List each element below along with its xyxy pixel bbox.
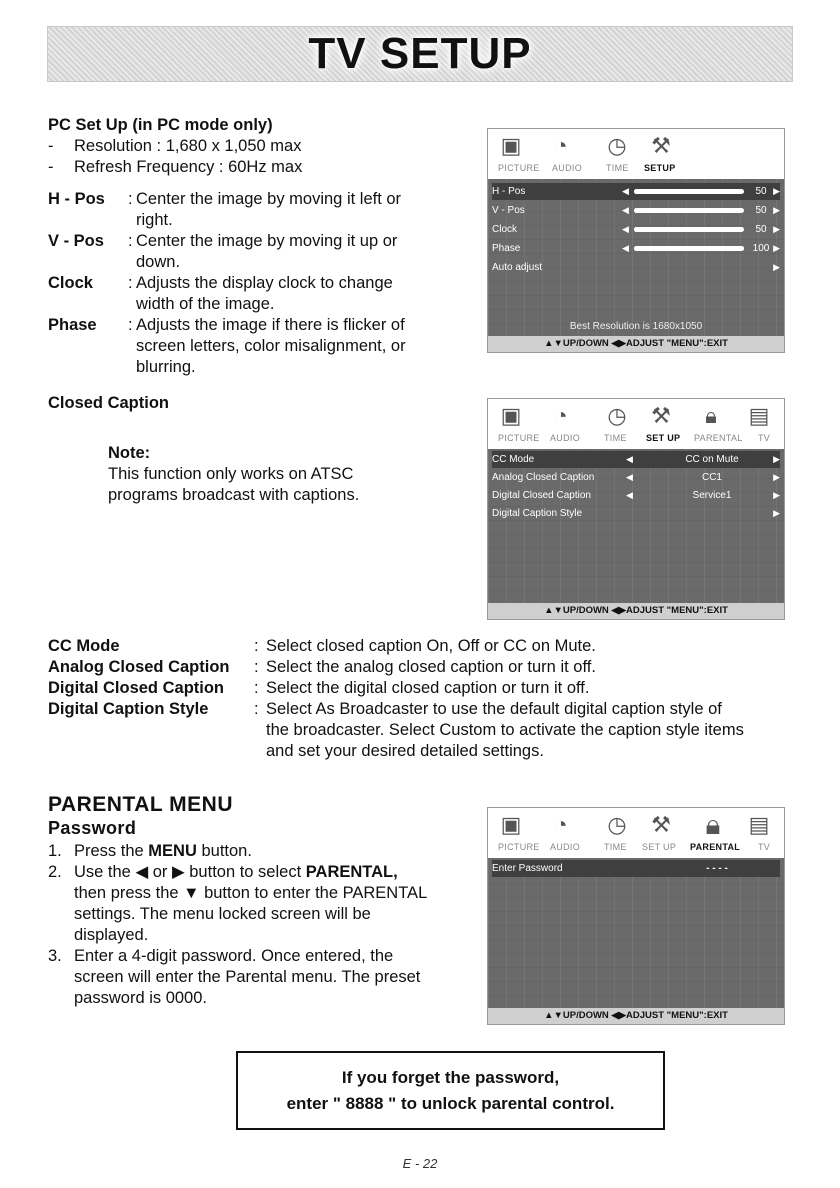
step-1: 1. Press the MENU button.: [48, 842, 252, 860]
menu-row-hpos[interactable]: H - Pos ◀ 50 ▶: [492, 183, 780, 200]
desc-clock: Adjusts the display clock to change width of the image.: [136, 274, 393, 313]
bullet-refresh: - Refresh Frequency : 60Hz max: [48, 158, 303, 176]
desc-cc-mode: Select closed caption On, Off or CC on Mute.: [266, 637, 596, 655]
picture-icon: ▣: [500, 133, 522, 158]
tab-tv[interactable]: TV: [758, 842, 771, 852]
osd-footer: ▲▼UP/DOWN ◀▶ADJUST "MENU":EXIT: [488, 336, 784, 352]
tab-parental[interactable]: PARENTAL: [694, 433, 743, 443]
setup-icon: ⚒: [651, 133, 671, 158]
hpos-bar: [634, 189, 689, 194]
note-text: This function only works on ATSC programs broadcast with captions.: [108, 465, 360, 504]
tab-picture[interactable]: PICTURE: [498, 842, 540, 852]
osd-menu-area: [488, 449, 784, 619]
phase-bar: [634, 246, 744, 251]
menu-row-digital-cc[interactable]: Digital Closed Caption ◀ Service1 ▶: [492, 490, 780, 501]
setup-icon: ⚒: [651, 403, 671, 428]
tab-time[interactable]: TIME: [604, 433, 627, 443]
tab-audio[interactable]: AUDIO: [552, 163, 583, 173]
term-digital-cc: Digital Closed Caption: [48, 679, 225, 697]
tab-time[interactable]: TIME: [606, 163, 629, 173]
tab-audio[interactable]: AUDIO: [550, 842, 581, 852]
password-heading: Password: [48, 818, 137, 838]
time-icon: ◷: [607, 133, 627, 158]
audio-icon: ◔: [554, 812, 568, 837]
vpos-bar: [634, 208, 689, 213]
note-title: Note:: [108, 444, 151, 462]
desc-digital-cc: Select the digital closed caption or turn it off.: [266, 679, 590, 697]
tv-icon: ▤: [748, 812, 770, 837]
step-3: 3. Enter a 4-digit password. Once entered, the screen will enter the Parental menu. The preset password is 0000.: [48, 947, 421, 1007]
osd-footer: ▲▼UP/DOWN ◀▶ADJUST "MENU":EXIT: [488, 603, 784, 619]
tab-setup[interactable]: SETUP: [644, 163, 676, 173]
term-cc-mode: CC Mode: [48, 637, 120, 655]
menu-row-analog-cc[interactable]: Analog Closed Caption ◀ CC1 ▶: [492, 472, 780, 483]
tab-picture[interactable]: PICTURE: [498, 163, 540, 173]
menu-row-cc-mode[interactable]: CC Mode ◀ CC on Mute ▶: [492, 451, 780, 468]
tab-parental[interactable]: PARENTAL: [690, 842, 741, 852]
term-clock: Clock: [48, 274, 93, 292]
desc-analog-cc: Select the analog closed caption or turn it off.: [266, 658, 596, 676]
picture-icon: ▣: [500, 403, 522, 428]
osd-footer: ▲▼UP/DOWN ◀▶ADJUST "MENU":EXIT: [488, 1008, 784, 1024]
term-digital-caption-style: Digital Caption Style: [48, 700, 209, 718]
lock-icon: 🔒︎: [705, 403, 717, 428]
menu-row-phase[interactable]: Phase ◀ 100 ▶: [492, 243, 780, 254]
menu-row-digital-caption-style[interactable]: Digital Caption Style ▶: [492, 508, 780, 519]
menu-row-auto-adjust[interactable]: Auto adjust ▶: [492, 262, 780, 273]
tv-icon: ▤: [748, 403, 770, 428]
tab-picture[interactable]: PICTURE: [498, 433, 540, 443]
notice-line-2: enter " 8888 " to unlock parental control.: [286, 1094, 615, 1113]
osd-icon-bar: [488, 808, 784, 842]
menu-row-enter-password[interactable]: Enter Password - - - -: [492, 860, 780, 877]
tab-setup[interactable]: SET UP: [642, 842, 677, 852]
password-field[interactable]: - - - -: [706, 863, 728, 874]
clock-bar: [634, 227, 689, 232]
osd-menu-area: [488, 858, 784, 1024]
bullet-resolution: - Resolution : 1,680 x 1,050 max: [48, 137, 302, 155]
closed-caption-heading: Closed Caption: [48, 394, 170, 412]
osd-icon-bar: [488, 129, 784, 163]
term-phase: Phase: [48, 316, 97, 334]
tab-tv[interactable]: TV: [758, 433, 771, 443]
menu-row-clock[interactable]: Clock ◀ 50 ▶: [492, 224, 780, 235]
title-banner: [47, 26, 793, 82]
osd-cc-screen: [487, 398, 785, 620]
term-vpos: V - Pos: [48, 232, 104, 250]
best-resolution-message: Best Resolution is 1680x1050: [569, 321, 703, 332]
menu-row-vpos[interactable]: V - Pos ◀ 50 ▶: [492, 205, 780, 216]
page-number: E - 22: [402, 1156, 438, 1171]
tab-setup[interactable]: SET UP: [646, 433, 681, 443]
term-hpos: H - Pos: [48, 190, 105, 208]
desc-vpos: Center the image by moving it up or down.: [136, 232, 398, 271]
parental-menu-heading: PARENTAL MENU: [48, 793, 233, 816]
step-2: 2. Use the ◀ or ▶ button to select PARENTAL, then press the ▼ button to enter the PARENTAL settings. The menu locked screen will be displayed.: [48, 863, 428, 944]
term-analog-cc: Analog Closed Caption: [48, 658, 230, 676]
password-notice-box: [236, 1051, 665, 1130]
setup-icon: ⚒: [651, 812, 671, 837]
tab-time[interactable]: TIME: [604, 842, 627, 852]
osd-setup-screen: [487, 128, 785, 353]
desc-phase: Adjusts the image if there is flicker of screen letters, color misalignment, or blurring.: [136, 316, 406, 376]
time-icon: ◷: [607, 812, 627, 837]
osd-parental-screen: [487, 807, 785, 1025]
pc-setup-heading: PC Set Up (in PC mode only): [48, 116, 273, 134]
audio-icon: ◔: [554, 133, 568, 158]
page-title: TV SETUP: [308, 29, 532, 78]
lock-icon: 🔒︎: [705, 809, 721, 840]
picture-icon: ▣: [500, 812, 522, 837]
audio-icon: ◔: [554, 403, 568, 428]
osd-menu-area: [488, 179, 784, 352]
desc-hpos: Center the image by moving it left or right.: [136, 190, 402, 229]
notice-line-1: If you forget the password,: [341, 1068, 560, 1087]
desc-digital-caption-style: Select As Broadcaster to use the default digital caption style of the broadcaster. Select Custom to activate the caption style items and set your desired detailed settings.: [266, 700, 744, 760]
time-icon: ◷: [607, 403, 627, 428]
tab-audio[interactable]: AUDIO: [550, 433, 581, 443]
osd-icon-bar: [488, 399, 784, 433]
